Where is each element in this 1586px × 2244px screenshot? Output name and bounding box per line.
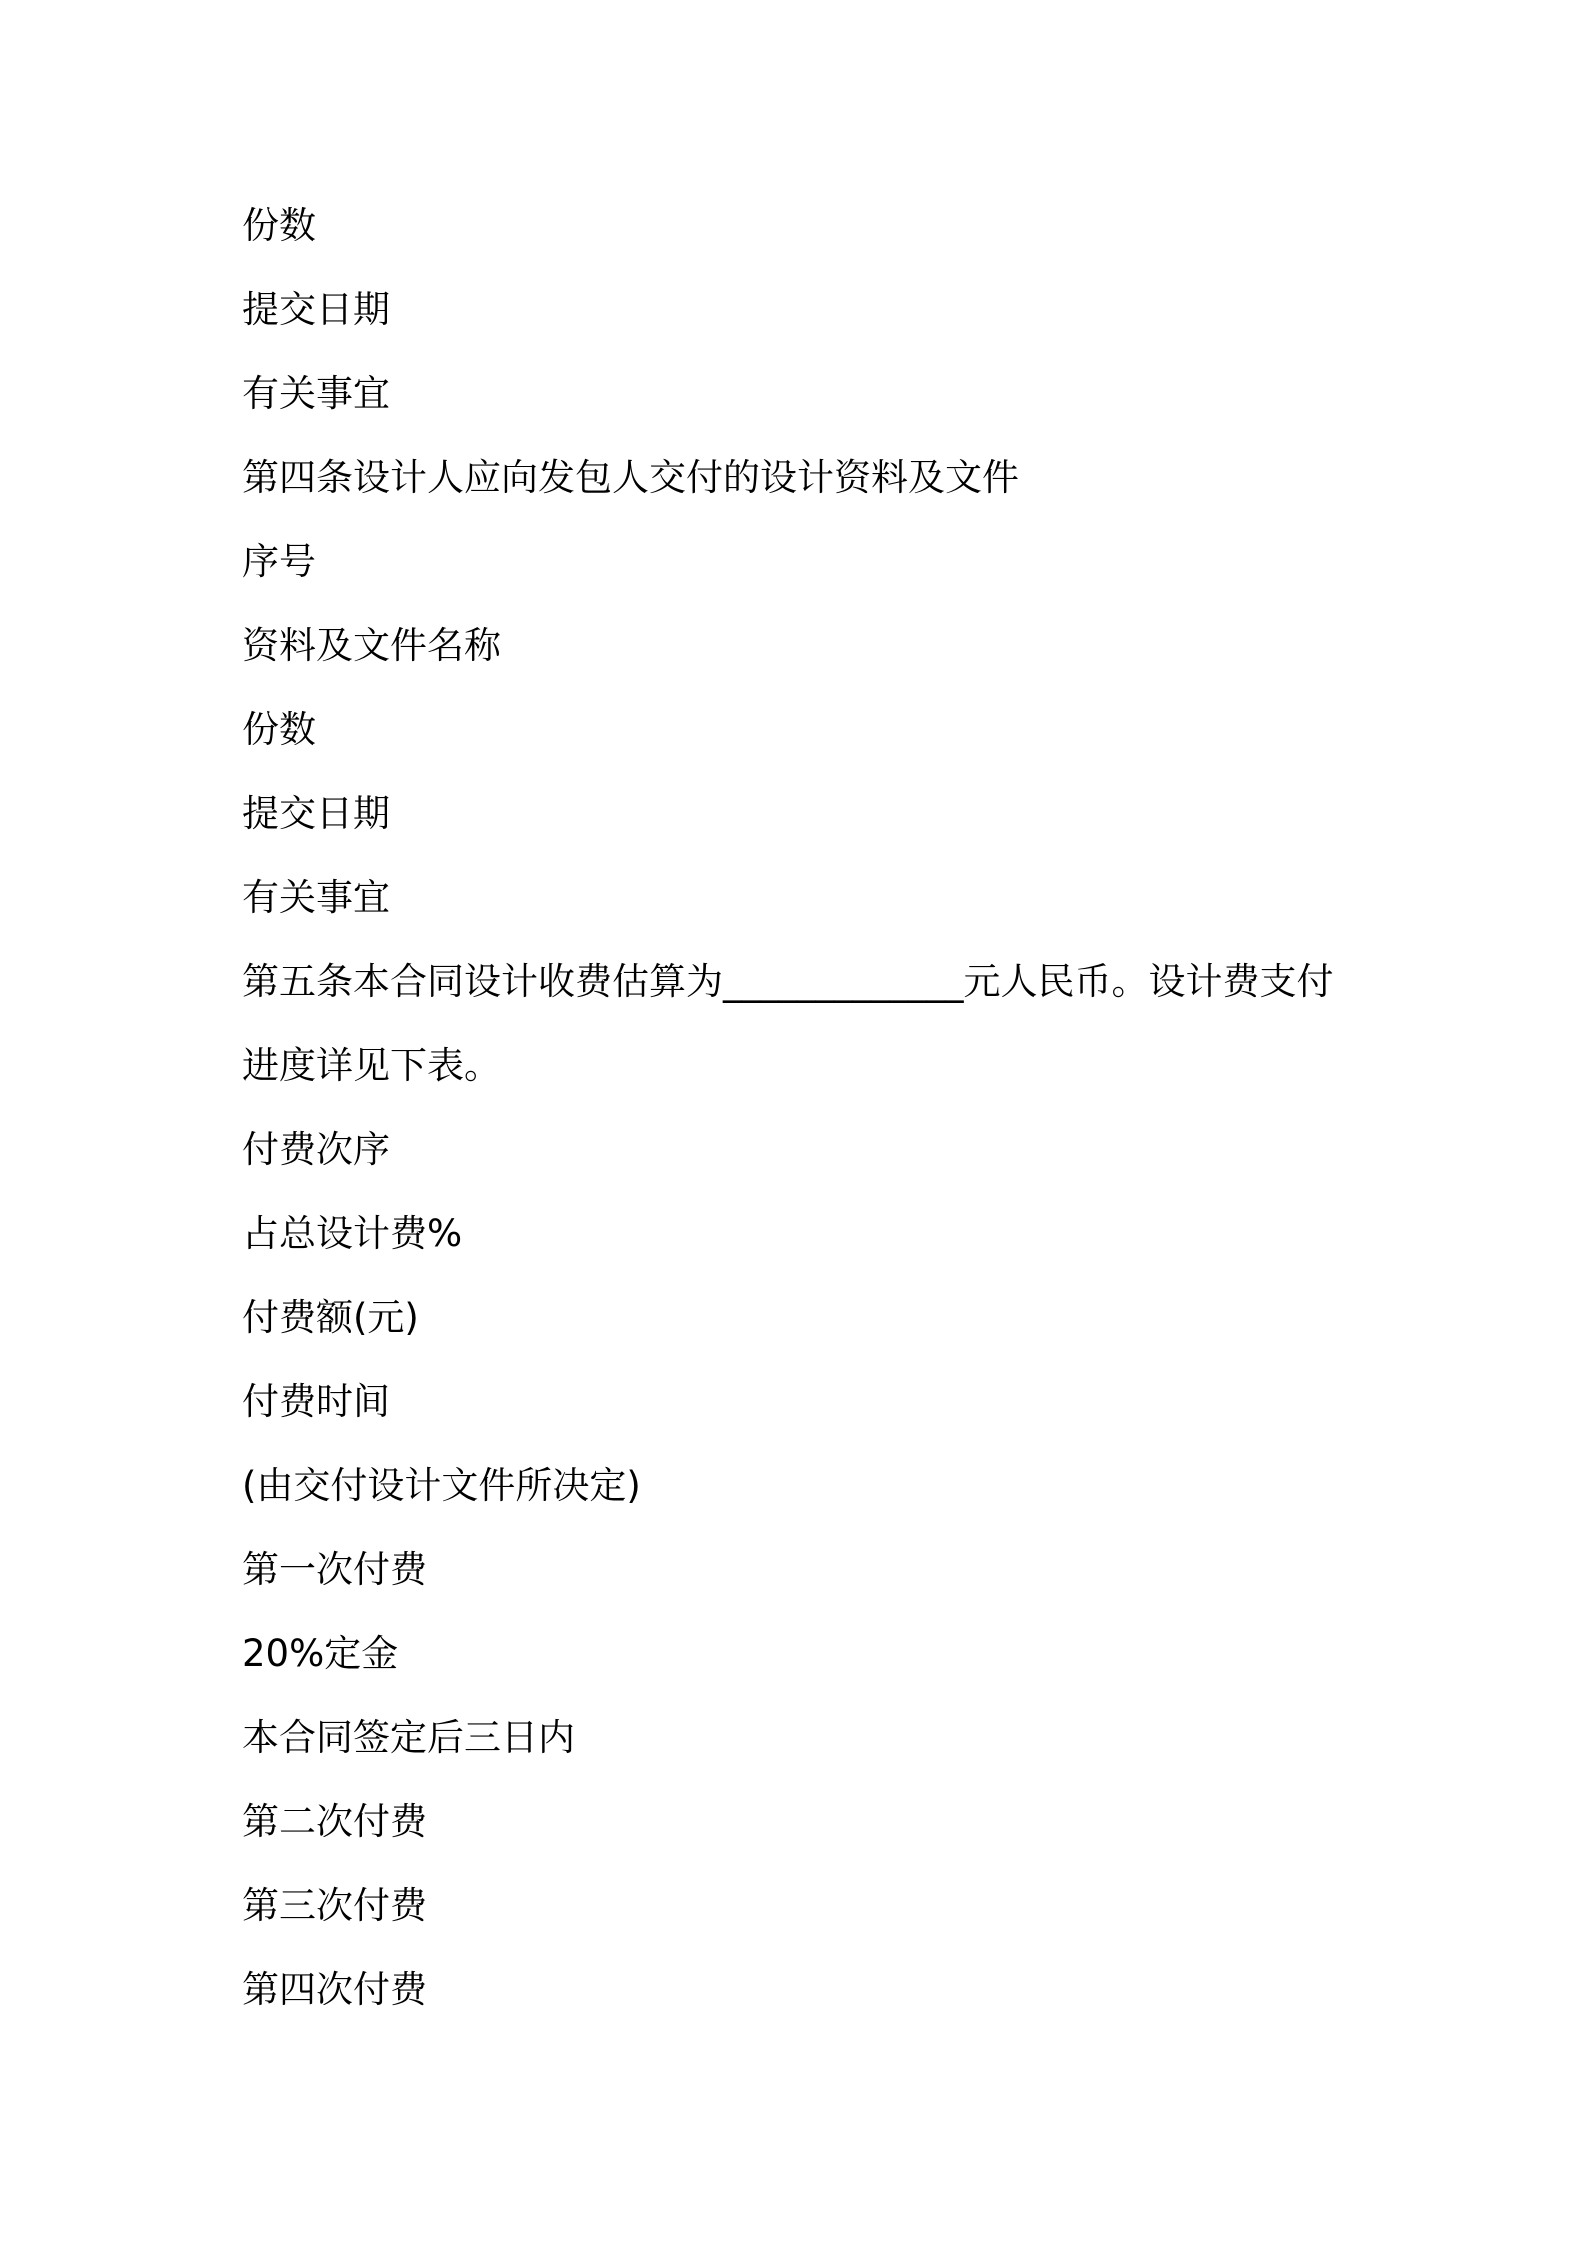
text-line-submit-date: 提交日期 (242, 288, 390, 331)
text-line-first-payment: 第一次付费 (242, 1548, 427, 1591)
text-line-serial-number: 序号 (242, 540, 316, 583)
text-line-related-matters: 有关事宜 (242, 372, 390, 415)
text-line-related-matters-2: 有关事宜 (242, 876, 390, 919)
text-line-payment-time-note: (由交付设计文件所决定) (242, 1464, 641, 1507)
text-line-document-name: 资料及文件名称 (242, 624, 501, 667)
text-line-copies: 份数 (242, 204, 316, 247)
article-five-paragraph: 第五条本合同设计收费估算为_____________元人民币。设计费支付 (242, 960, 1334, 1003)
text-line-deposit-time: 本合同签定后三日内 (242, 1716, 575, 1759)
document-body (242, 184, 1442, 2032)
article-four-heading: 第四条设计人应向发包人交付的设计资料及文件 (242, 456, 1019, 499)
article-five-continuation: 进度详见下表。 (242, 1044, 501, 1087)
text-line-payment-time: 付费时间 (242, 1380, 390, 1423)
text-line-deposit: 20%定金 (242, 1632, 399, 1675)
text-line-copies-2: 份数 (242, 708, 316, 751)
text-line-payment-order: 付费次序 (242, 1128, 390, 1171)
text-line-percent-of-fee: 占总设计费% (242, 1212, 463, 1255)
text-line-fourth-payment: 第四次付费 (242, 1968, 427, 2011)
text-line-third-payment: 第三次付费 (242, 1884, 427, 1927)
text-line-payment-amount: 付费额(元) (242, 1296, 419, 1339)
text-line-submit-date-2: 提交日期 (242, 792, 390, 835)
text-line-second-payment: 第二次付费 (242, 1800, 427, 1843)
